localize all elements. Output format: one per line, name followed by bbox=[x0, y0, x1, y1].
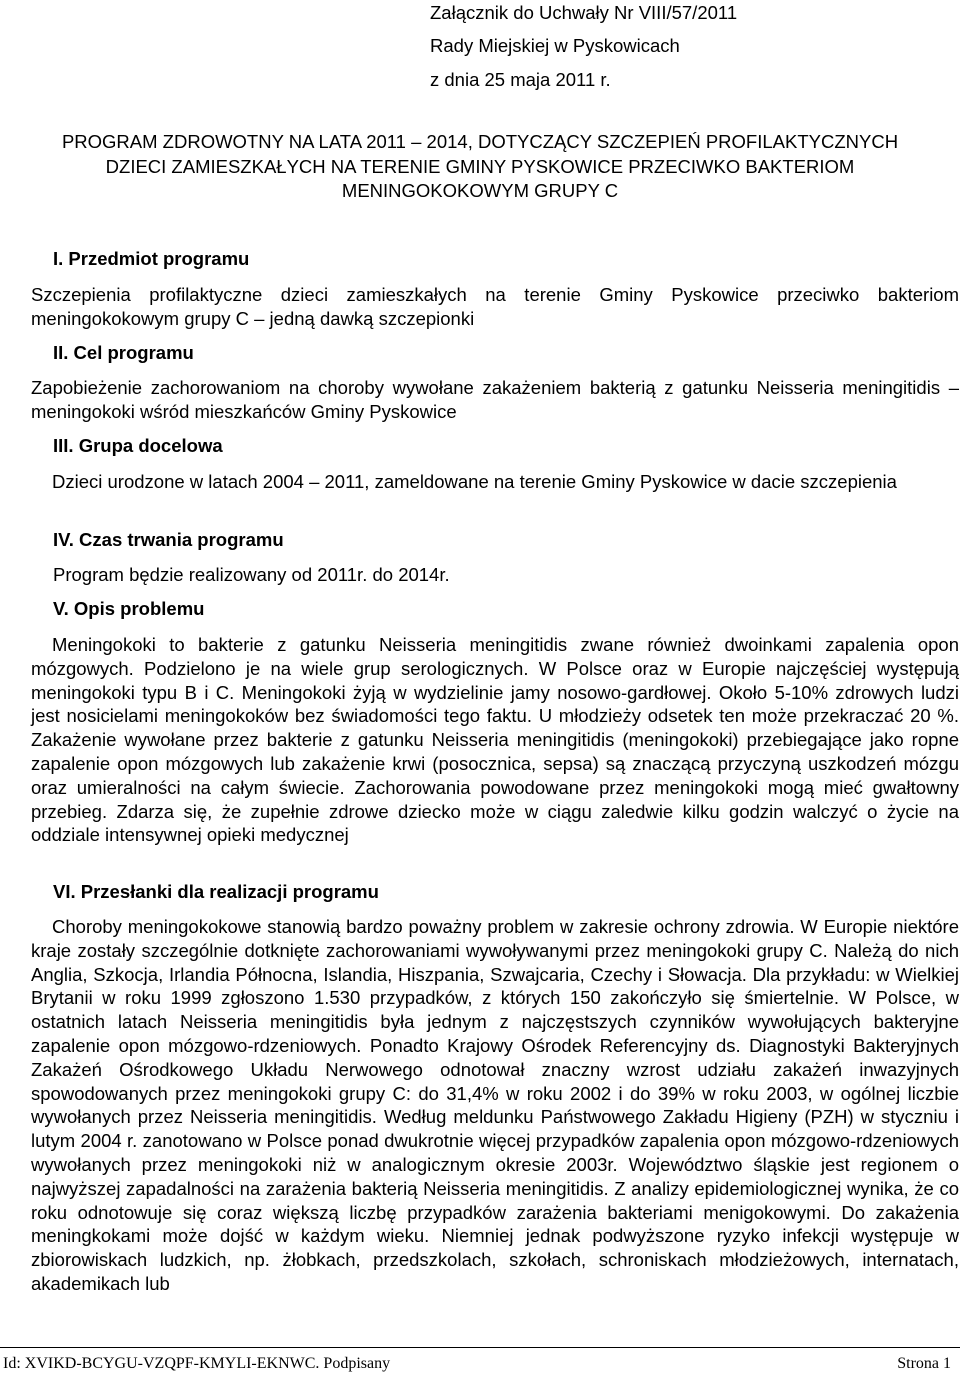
section-heading-4: IV. Czas trwania programu bbox=[53, 529, 284, 550]
section-text-6: Choroby meningokokowe stanowią bardzo poważny problem w zakresie ochrony zdrowia. W Europie niektóre kraje zostały szczególnie dotknięte zachorowaniami wywoływanymi przez meningokoki grupy C. Należą do nich Anglia, Szkocja, Irlandia Północna, Islandia, Hiszpania, Szwajcaria, Czechy i Słowacja. Dla przykładu: w Wielkiej Brytanii w roku 1999 zgłoszono 1.530 przypadków, z których 150 zakończyło się śmiertelnie. W Polsce, w ostatnich latach Neisseria meningitidis była jednym z najczęstszych czynników wywołujących bakteryjne zapalenie opon mózgowo-rdzeniowych. Ponadto Krajowy Ośrodek Referencyjny ds. Diagnostyki Bakteryjnych Zakażeń Ośrodkowego Układu Nerwowego odnotował znaczny wzrost udziału zakażeń inwazyjnych spowodowanych przez meningokoki grupy C: do 31,4% w roku 2002 i do 39% w roku 2003, w ogólnej liczbie wywołanych przez Neisseria meningitidis. Według meldunku Państwowego Zakładu Higieny (PZH) w styczniu i lutym 2004 r. zanotowano w Polsce ponad dwukrotnie więcej przypadków zapalenia opon mózgowo-rdzeniowych wywołanych przez meningokoki niż w analogicznym okresie 2003r. Województwo śląskie jest regionem o najwyższej zapadalności na zarażenia bakterią Neisseria meningitidis. Z analizy epidemiologicznej wynika, że co roku odnotowuje się coraz większą liczbę przypadków zarażenia bakteriami menigokowymi. Do zakażenia meningkokami może dojść w każdym wieku. Niemniej jednak podwyższone ryzyko infekcji występuje w zbiorowiskach ludzkich, np. żłobkach, przedszkolach, szkołach, schroniskach młodzieżowych, internatach, akademikach lub bbox=[31, 916, 959, 1294]
footer-rule bbox=[0, 1347, 960, 1348]
section-text-5: Meningokoki to bakterie z gatunku Neisseria meningitidis zwane również dwoinkami zapalenia opon mózgowych. Podzielono je na wiele grup serologicznych. W Polsce oraz w Europie najczęściej występują meningokoki typu B i C. Meningokoki żyją w wydzielinie jamy nosowo-gardłowej. Około 5-10% zdrowych ludzi jest nosicielami meningokoków bez świadomości tego faktu. U młodzieży odsetek ten może przekraczać 20 %. Zakażenie wywołane przez bakterie z gatunku Neisseria meningitidis (meningokoki) przebiegające jako ropne zapalenie opon mózgowych lub zakażenie krwi (posocznica, sepsa) są znaczącą przyczyną uszkodzeń mózgu oraz umieralności na całym świecie. Zachorowania powodowane przez meningokoki mogą mieć gwałtowny przebieg. Zdarza się, że zupełnie zdrowe dziecko może w ciągu zaledwie kilku godzin walczyć o życie na oddziale intensywnej opieki medycznej bbox=[31, 634, 959, 846]
section-heading-5: V. Opis problemu bbox=[53, 598, 205, 619]
section-heading-1: I. Przedmiot programu bbox=[53, 248, 250, 269]
header-line-2: Rady Miejskiej w Pyskowicach bbox=[430, 35, 680, 56]
footer-page-number: Strona 1 bbox=[897, 1355, 951, 1372]
section-heading-2: II. Cel programu bbox=[53, 342, 194, 363]
section-heading-6: VI. Przesłanki dla realizacji programu bbox=[53, 881, 379, 902]
header-line-3: z dnia 25 maja 2011 r. bbox=[430, 69, 611, 90]
section-text-4: Program będzie realizowany od 2011r. do 2014r. bbox=[53, 564, 450, 585]
footer-document-id: Id: XVIKD-BCYGU-VZQPF-KMYLI-EKNWC. Podpisany bbox=[3, 1355, 391, 1372]
section-text-1: Szczepienia profilaktyczne dzieci zamieszkałych na terenie Gminy Pyskowice przeciwko bakteriom meningokokowym grupy C – jedną dawką szczepionki bbox=[31, 284, 959, 329]
title-line-3: MENINGOKOKOWYM GRUPY C bbox=[341, 180, 619, 201]
section-text-2: Zapobieżenie zachorowaniom na choroby wywołane zakażeniem bakterią z gatunku Neisseria meningitidis – meningokoki wśród mieszkańców Gminy Pyskowice bbox=[31, 377, 959, 422]
title-line-1: PROGRAM ZDROWOTNY NA LATA 2011 – 2014, DOTYCZĄCY SZCZEPIEŃ PROFILAKTYCZNYCH bbox=[61, 131, 899, 152]
section-text-3: Dzieci urodzone w latach 2004 – 2011, zameldowane na terenie Gminy Pyskowice w dacie szczepienia bbox=[52, 471, 897, 492]
section-heading-3: III. Grupa docelowa bbox=[53, 435, 223, 456]
header-line-1: Załącznik do Uchwały Nr VIII/57/2011 bbox=[430, 2, 738, 23]
title-line-2: DZIECI ZAMIESZKAŁYCH NA TERENIE GMINY PYSKOWICE PRZECIWKO BAKTERIOM bbox=[105, 156, 855, 177]
